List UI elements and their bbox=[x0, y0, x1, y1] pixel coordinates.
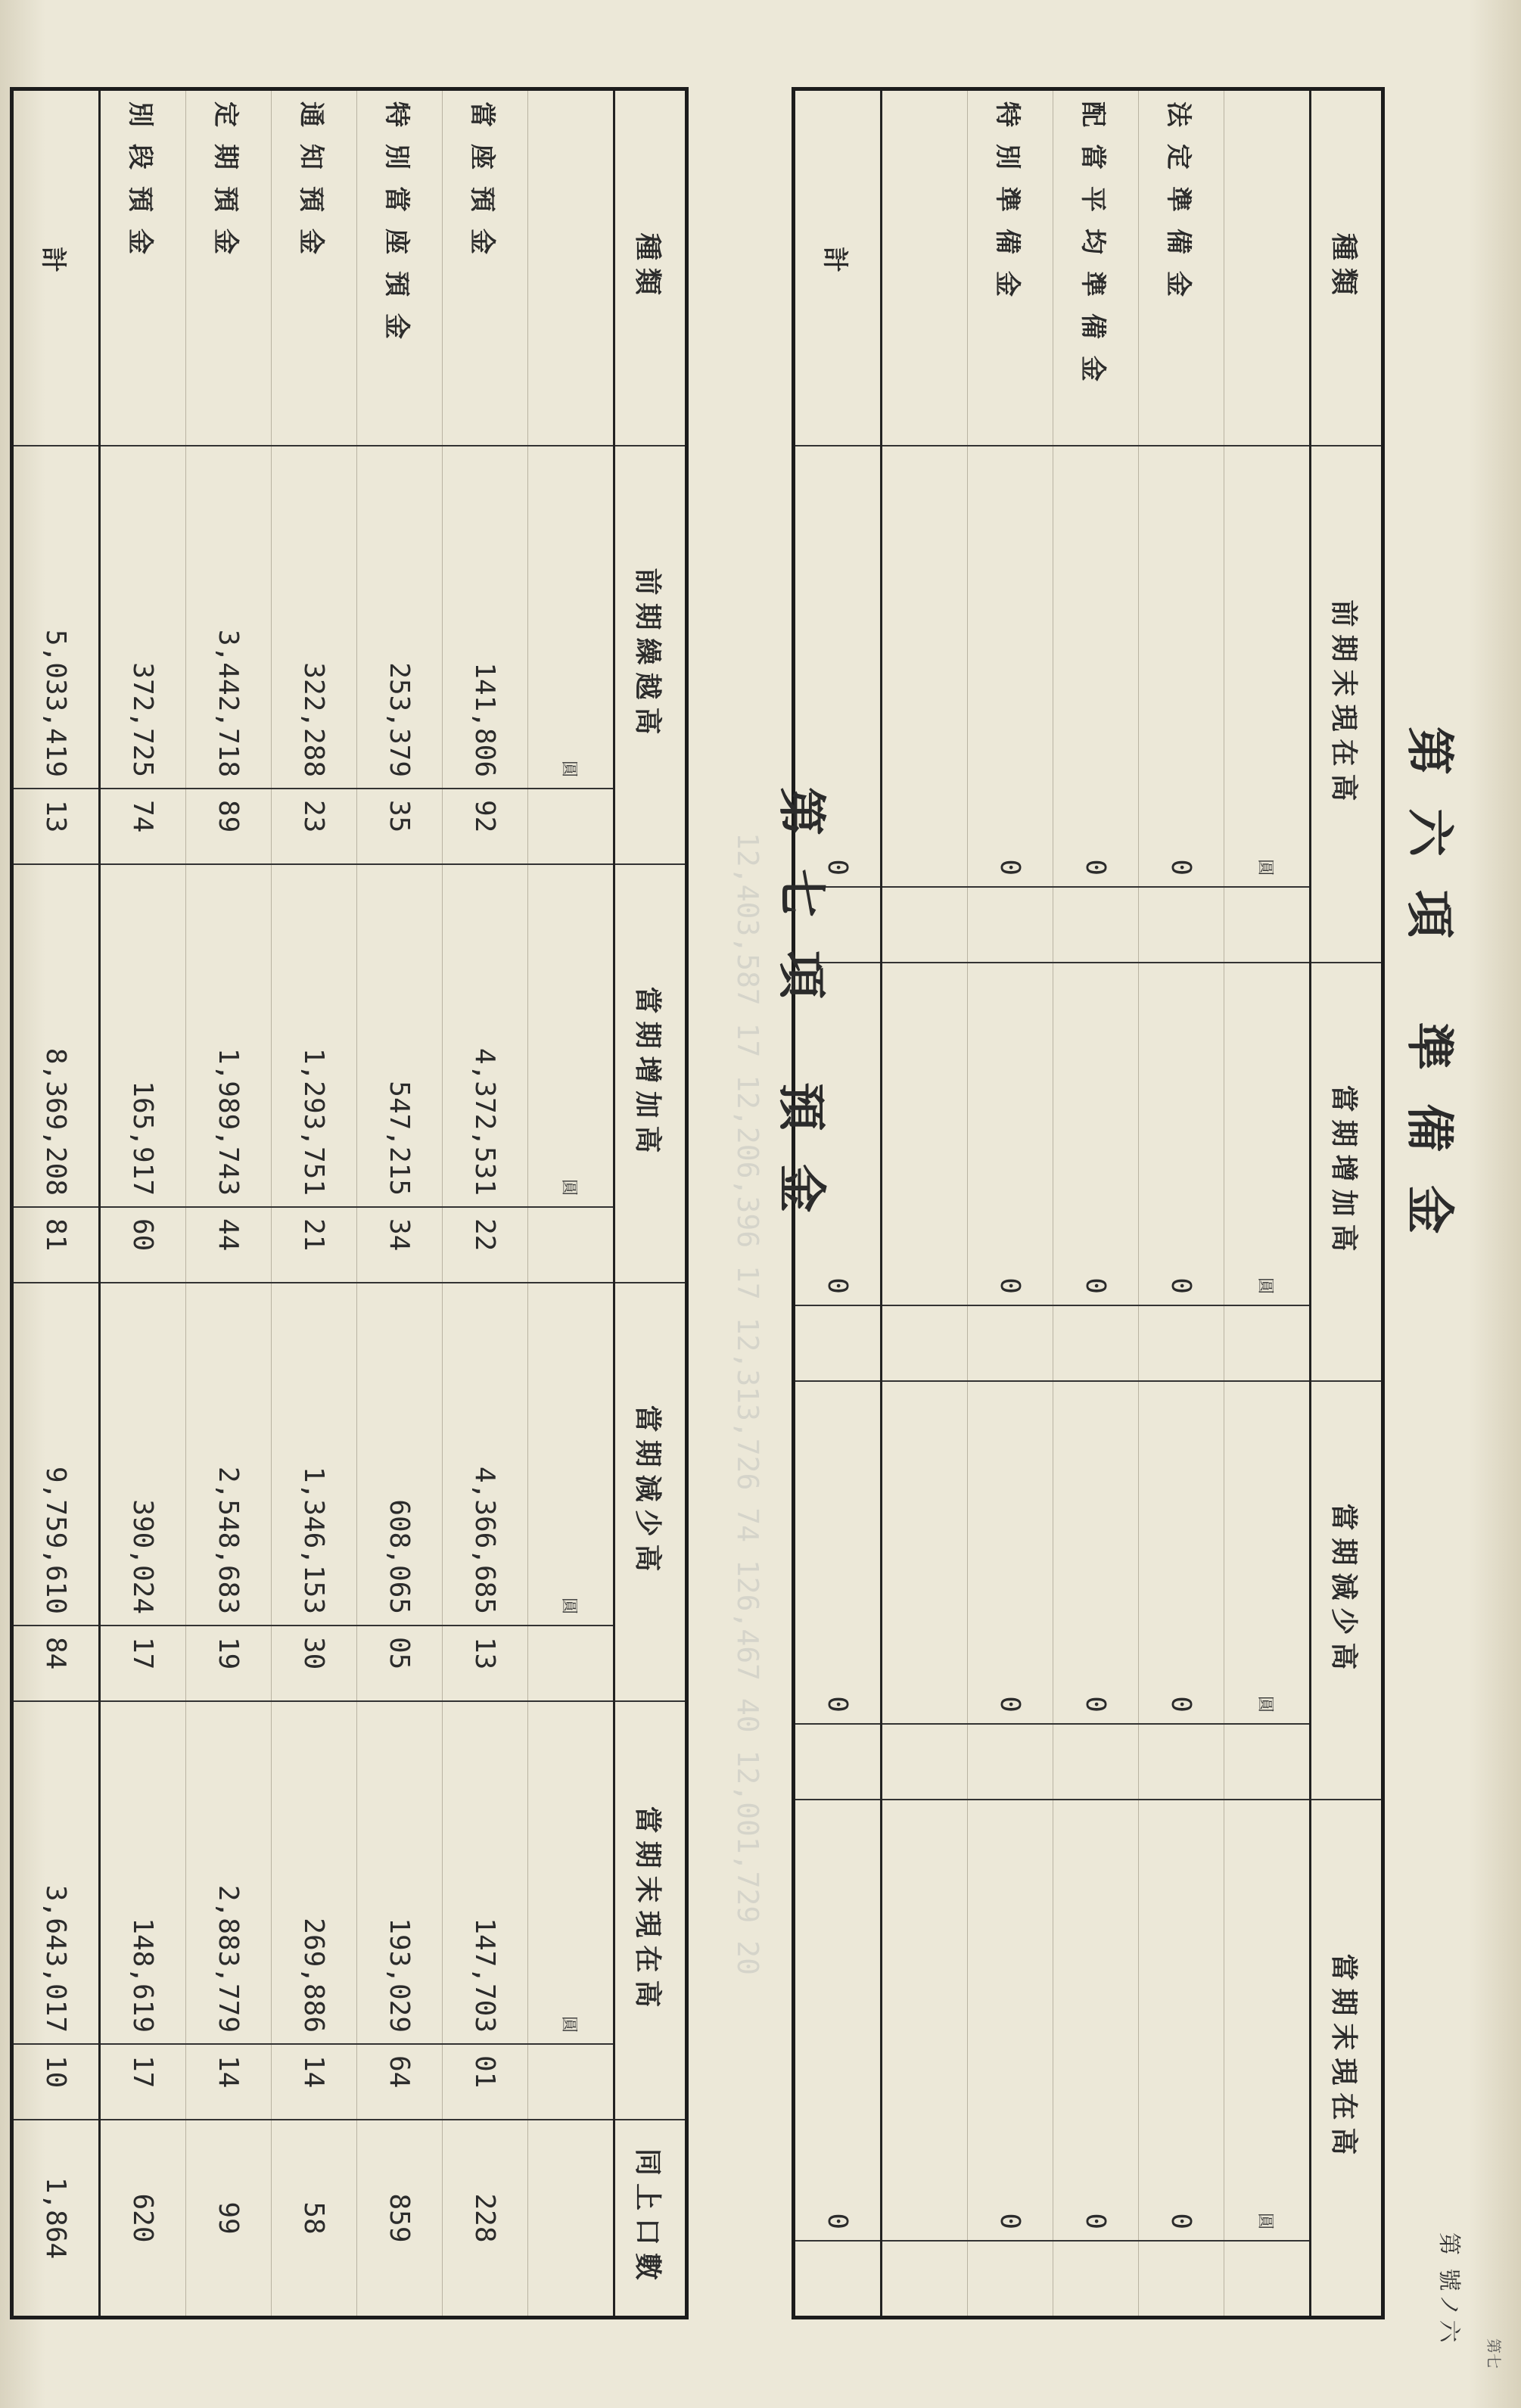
col-opening: 前期末現在高 bbox=[1311, 446, 1383, 963]
cell-decrease: 0 bbox=[1053, 1381, 1139, 1724]
cell-decrease-sen: 30 bbox=[272, 1626, 357, 1701]
cell-decrease-yen: 2,548,683 bbox=[186, 1283, 272, 1626]
cell-increase: 0 bbox=[794, 963, 882, 1305]
bleed-through-text: 12,403,587 17 12,206,396 17 12,313,726 74 126,467 40 12,001,729 20 bbox=[731, 832, 764, 1975]
cell-carried-yen: 372,725 bbox=[100, 446, 186, 789]
table-row bbox=[1139, 89, 1224, 2318]
row-category: 通知預金 bbox=[272, 89, 357, 446]
unit-label: 圓 bbox=[1224, 1381, 1311, 1724]
cell-carried-sen: 35 bbox=[357, 789, 443, 864]
reserve-table bbox=[792, 87, 1385, 2319]
cell-increase-yen: 165,917 bbox=[100, 864, 186, 1207]
cell-closing-yen: 269,886 bbox=[272, 1701, 357, 2044]
cell-closing: 0 bbox=[968, 1800, 1053, 2241]
cell-carried-sen: 89 bbox=[186, 789, 272, 864]
unit-label: 圓 bbox=[528, 864, 614, 1207]
row-category: 定期預金 bbox=[186, 89, 272, 446]
table-row bbox=[272, 89, 357, 2318]
cell-closing-sen: 14 bbox=[186, 2044, 272, 2120]
cell-decrease-sen: 84 bbox=[12, 1626, 100, 1701]
row-category: 特別當座預金 bbox=[357, 89, 443, 446]
unit-label: 圓 bbox=[528, 446, 614, 789]
row-category: 計 bbox=[12, 89, 100, 446]
cell-closing-sen: 01 bbox=[443, 2044, 528, 2120]
cell-carried-yen: 141,806 bbox=[443, 446, 528, 789]
col-carried: 前期繰越高 bbox=[614, 446, 687, 864]
total-row bbox=[12, 89, 100, 2318]
col-increase: 當期增加高 bbox=[1311, 963, 1383, 1381]
cell-opening: 0 bbox=[968, 446, 1053, 887]
row-category: 配當平均準備金 bbox=[1053, 89, 1139, 446]
cell-decrease: 0 bbox=[794, 1381, 882, 1724]
cell-increase-sen: 44 bbox=[186, 1207, 272, 1283]
row-category: 別段預金 bbox=[100, 89, 186, 446]
table-row bbox=[357, 89, 443, 2318]
cell-decrease-yen: 1,346,153 bbox=[272, 1283, 357, 1626]
cell-increase-yen: 8,369,208 bbox=[12, 864, 100, 1207]
cell-decrease-sen: 17 bbox=[100, 1626, 186, 1701]
cell-carried-yen: 5,033,419 bbox=[12, 446, 100, 789]
cell-accounts: 859 bbox=[357, 2120, 443, 2318]
cell-carried-yen: 253,379 bbox=[357, 446, 443, 789]
row-category: 特別準備金 bbox=[968, 89, 1053, 446]
cell-closing: 0 bbox=[794, 1800, 882, 2241]
cell-accounts: 228 bbox=[443, 2120, 528, 2318]
table-row bbox=[443, 89, 528, 2318]
table-row bbox=[882, 89, 968, 2318]
cell-closing-sen: 14 bbox=[272, 2044, 357, 2120]
section6-title: 第六項 準備金 bbox=[1401, 726, 1457, 1268]
cell-closing-yen: 147,703 bbox=[443, 1701, 528, 2044]
cell-carried-sen: 13 bbox=[12, 789, 100, 864]
cell-decrease-yen: 390,024 bbox=[100, 1283, 186, 1626]
cell-closing: 0 bbox=[1139, 1800, 1224, 2241]
cell-accounts: 620 bbox=[100, 2120, 186, 2318]
cell-accounts: 99 bbox=[186, 2120, 272, 2318]
col-accounts: 同上口數 bbox=[614, 2120, 687, 2318]
cell-increase: 0 bbox=[1139, 963, 1224, 1305]
cell-closing-yen: 3,643,017 bbox=[12, 1701, 100, 2044]
page-marker-small: 第七 bbox=[1485, 2338, 1503, 2369]
unit-label: 圓 bbox=[528, 1283, 614, 1626]
row-category: 當座預金 bbox=[443, 89, 528, 446]
cell-increase-sen: 81 bbox=[12, 1207, 100, 1283]
cell-increase-sen: 21 bbox=[272, 1207, 357, 1283]
deposit-header-row bbox=[614, 89, 687, 2318]
col-category: 種類 bbox=[614, 89, 687, 446]
col-category: 種類 bbox=[1311, 89, 1383, 446]
col-closing: 當期末現在高 bbox=[1311, 1800, 1383, 2318]
cell-increase-yen: 1,989,743 bbox=[186, 864, 272, 1207]
cell-decrease-sen: 19 bbox=[186, 1626, 272, 1701]
section7-title: 第七項 預金 bbox=[773, 787, 829, 1246]
cell-increase-yen: 4,372,531 bbox=[443, 864, 528, 1207]
deposit-unit-row bbox=[528, 89, 614, 2318]
col-closing: 當期末現在高 bbox=[614, 1701, 687, 2120]
col-increase: 當期增加高 bbox=[614, 864, 687, 1283]
cell-carried-sen: 74 bbox=[100, 789, 186, 864]
cell-increase-sen: 22 bbox=[443, 1207, 528, 1283]
cell-decrease: 0 bbox=[968, 1381, 1053, 1724]
cell-opening: 0 bbox=[1053, 446, 1139, 887]
unit-label: 圓 bbox=[1224, 963, 1311, 1305]
cell-increase-sen: 60 bbox=[100, 1207, 186, 1283]
cell-increase-yen: 1,293,751 bbox=[272, 864, 357, 1207]
cell-carried-yen: 3,442,718 bbox=[186, 446, 272, 789]
unit-label: 圓 bbox=[1224, 1800, 1311, 2241]
cell-closing: 0 bbox=[1053, 1800, 1139, 2241]
cell-increase-yen: 547,215 bbox=[357, 864, 443, 1207]
cell-decrease-sen: 13 bbox=[443, 1626, 528, 1701]
cell-increase-sen: 34 bbox=[357, 1207, 443, 1283]
cell-accounts: 58 bbox=[272, 2120, 357, 2318]
table-row bbox=[186, 89, 272, 2318]
unit-label: 圓 bbox=[1224, 446, 1311, 887]
cell-decrease-yen: 9,759,610 bbox=[12, 1283, 100, 1626]
cell-closing-yen: 148,619 bbox=[100, 1701, 186, 2044]
row-category: 法定準備金 bbox=[1139, 89, 1224, 446]
table-row bbox=[1053, 89, 1139, 2318]
cell-closing-yen: 2,883,779 bbox=[186, 1701, 272, 2044]
cell-decrease-yen: 608,065 bbox=[357, 1283, 443, 1626]
cell-closing-sen: 17 bbox=[100, 2044, 186, 2120]
cell-decrease-yen: 4,366,685 bbox=[443, 1283, 528, 1626]
table-row bbox=[100, 89, 186, 2318]
unit-label: 圓 bbox=[528, 1701, 614, 2044]
cell-carried-sen: 23 bbox=[272, 789, 357, 864]
cell-carried-sen: 92 bbox=[443, 789, 528, 864]
cell-increase: 0 bbox=[1053, 963, 1139, 1305]
page-marker: 第 號ノ六 bbox=[1435, 2232, 1462, 2346]
cell-carried-yen: 322,288 bbox=[272, 446, 357, 789]
reserve-header-row bbox=[1311, 89, 1383, 2318]
cell-decrease: 0 bbox=[1139, 1381, 1224, 1724]
reserve-unit-row bbox=[1224, 89, 1311, 2318]
row-category: 計 bbox=[794, 89, 882, 446]
col-decrease: 當期減少高 bbox=[614, 1283, 687, 1701]
col-decrease: 當期減少高 bbox=[1311, 1381, 1383, 1800]
cell-increase: 0 bbox=[968, 963, 1053, 1305]
cell-accounts: 1,864 bbox=[12, 2120, 100, 2318]
cell-closing-sen: 64 bbox=[357, 2044, 443, 2120]
cell-closing-yen: 193,029 bbox=[357, 1701, 443, 2044]
cell-closing-sen: 10 bbox=[12, 2044, 100, 2120]
table-row bbox=[968, 89, 1053, 2318]
cell-opening: 0 bbox=[1139, 446, 1224, 887]
deposit-table bbox=[10, 87, 689, 2319]
cell-decrease-sen: 05 bbox=[357, 1626, 443, 1701]
cell-opening: 0 bbox=[794, 446, 882, 887]
